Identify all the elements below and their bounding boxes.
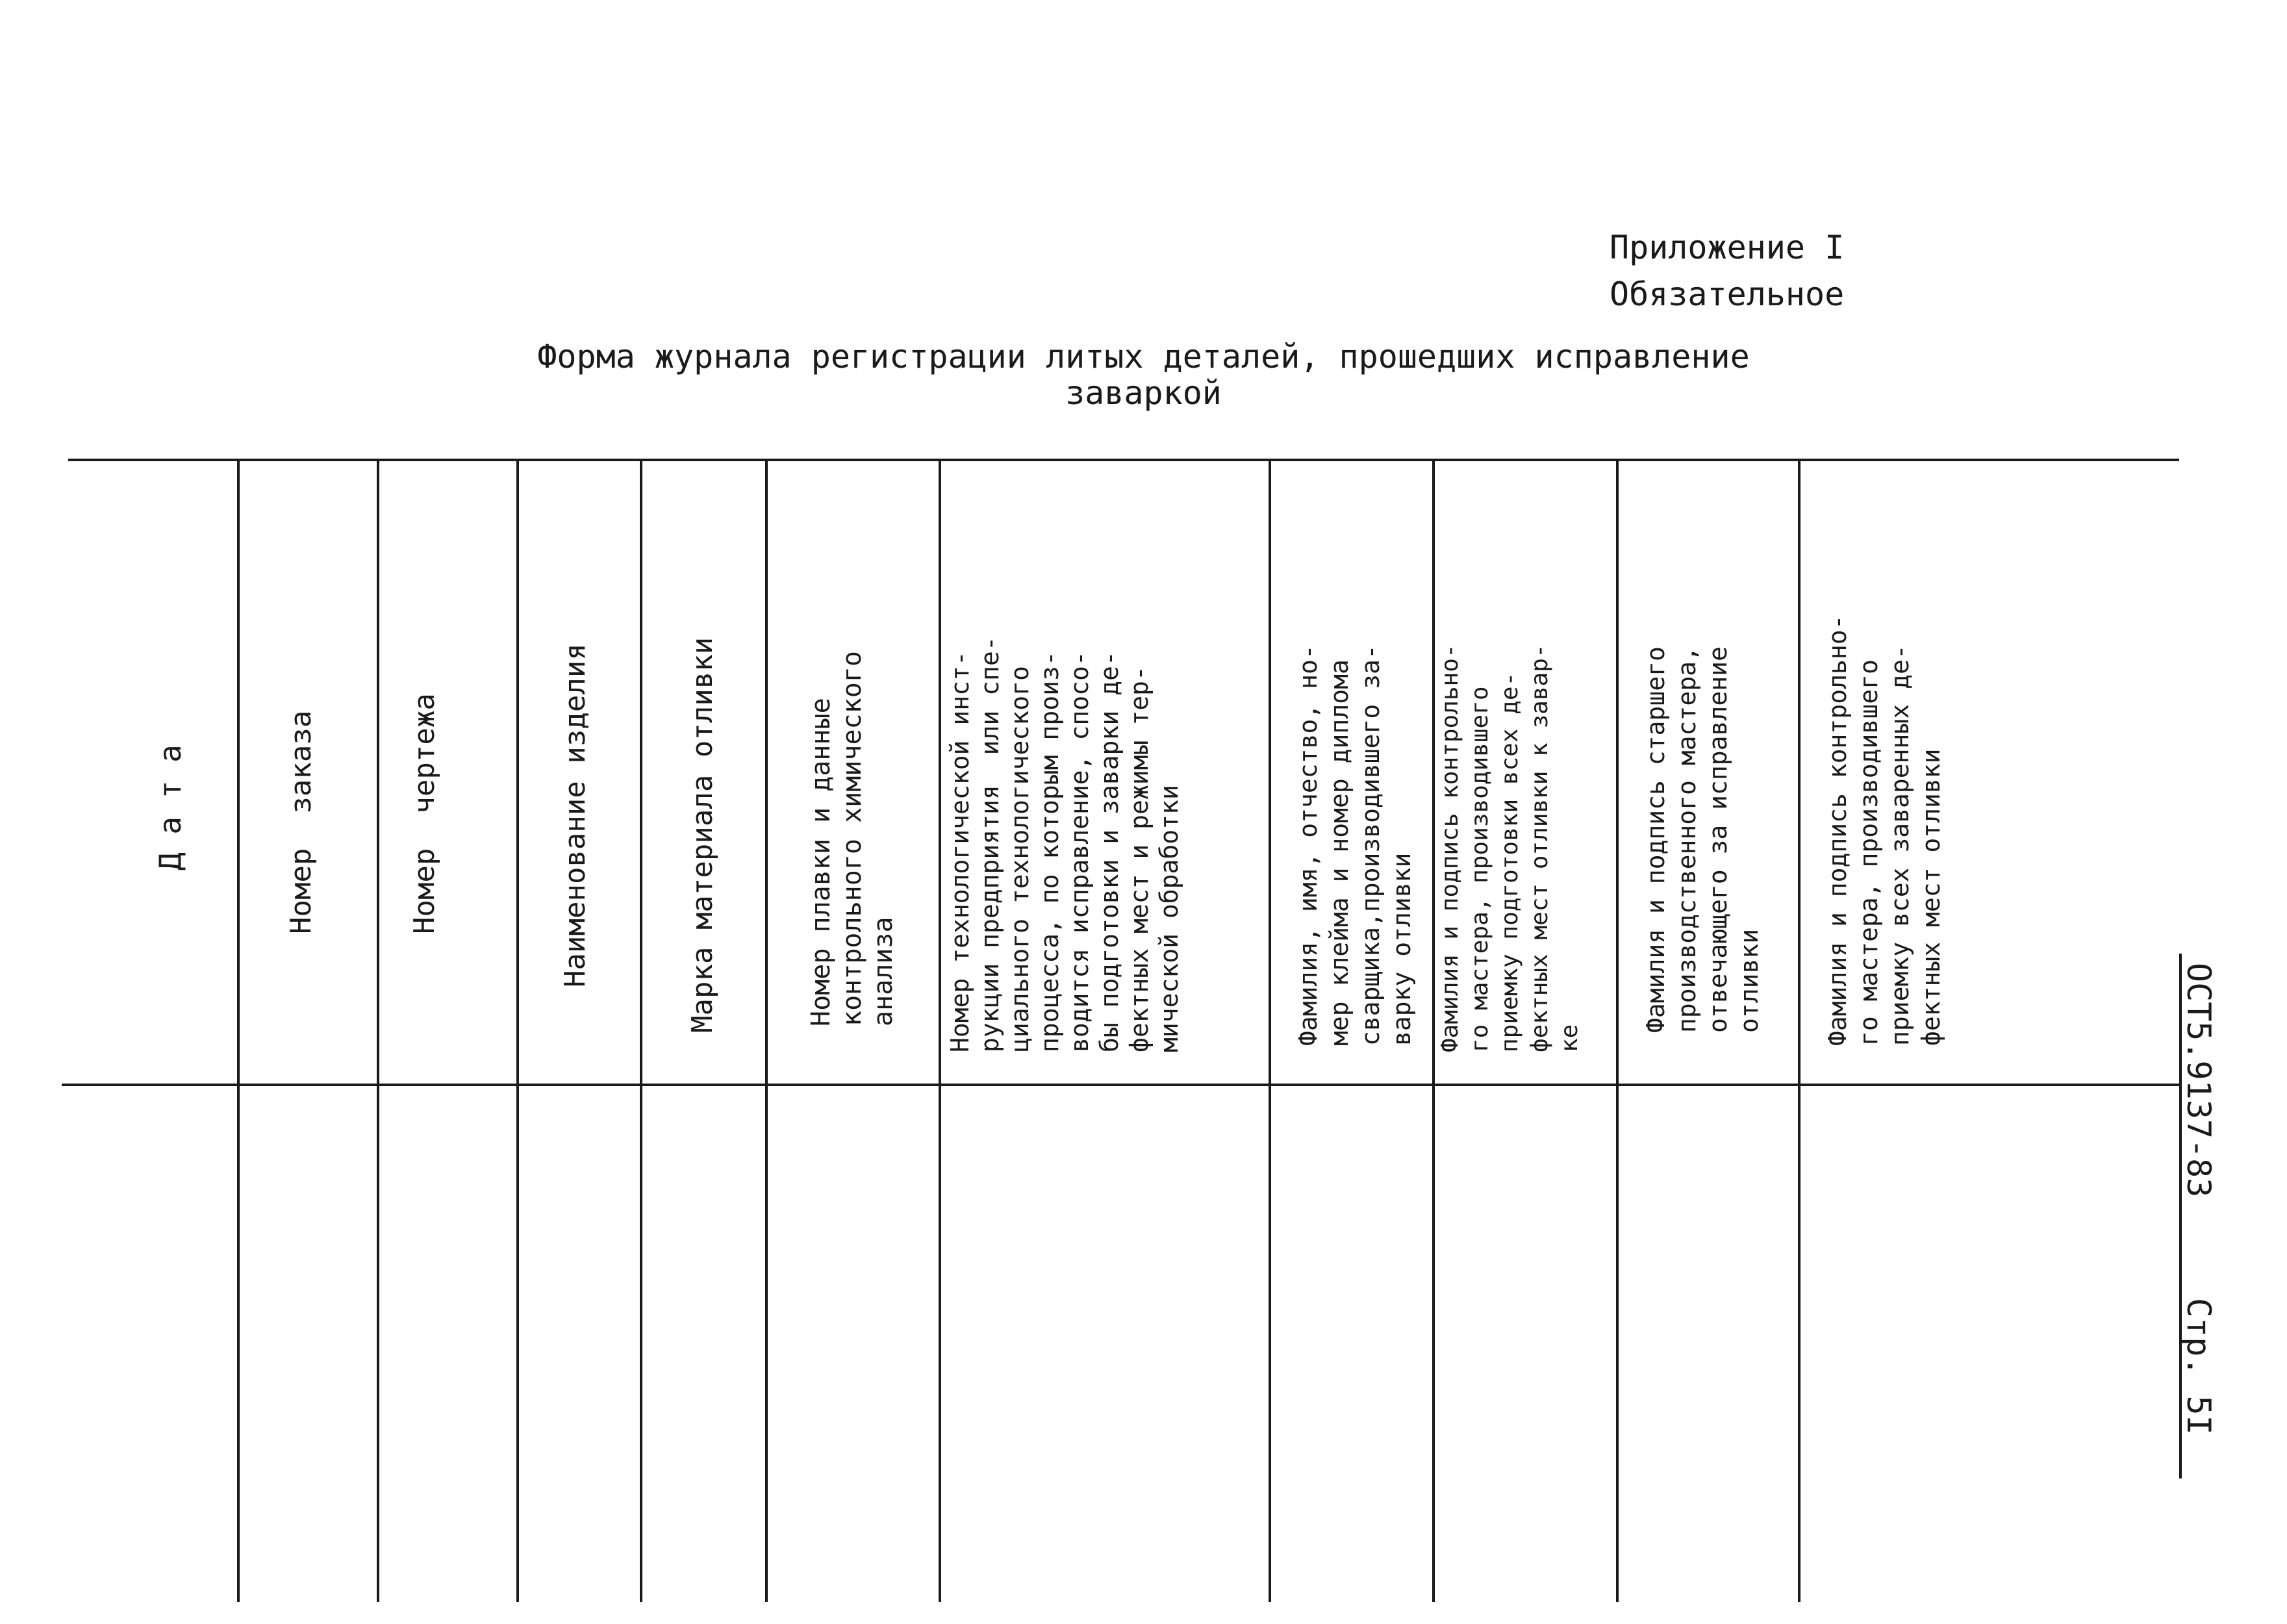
column-divider-6: [939, 459, 941, 1602]
column-header-order-number: Номер заказа: [284, 710, 318, 934]
column-header-inspector-preparation: Фамилия и подпись контрольно- го мастера, производившего приемку подготовки всех де- фектных мест отливки к завар- ке: [1437, 644, 1583, 1052]
column-divider-9: [1616, 459, 1619, 1602]
appendix-number: Приложение I: [1610, 229, 1845, 266]
column-divider-1: [237, 459, 240, 1602]
side-divider-line: [2179, 954, 2182, 1478]
column-divider-10: [1798, 459, 1801, 1602]
column-divider-3: [516, 459, 519, 1602]
form-title-line2: заваркой: [1065, 374, 1222, 412]
table-top-border: [68, 459, 2179, 461]
column-header-melt-number-analysis: Номер плавки и данные контрольного химического анализа: [806, 651, 898, 1026]
column-divider-2: [377, 459, 379, 1602]
column-header-product-name: Наименование изделия: [559, 643, 592, 987]
document-code: ОСТ5.9137-83: [2180, 963, 2218, 1198]
column-header-date: Д а т а: [153, 744, 188, 870]
column-header-welder-info: Фамилия, имя, отчество, но- мер клейма и номер диплома сварщика,производившего за- варку отливки: [1294, 644, 1416, 1046]
column-header-senior-master: Фамилия и подпись старшего производственного мастера, отвечающего за исправление отливки: [1641, 646, 1763, 1033]
column-divider-7: [1269, 459, 1271, 1602]
table-header-bottom-border: [62, 1084, 2180, 1086]
column-header-drawing-number: Номер чертежа: [408, 693, 441, 934]
column-divider-8: [1432, 459, 1435, 1602]
form-title-line1: Форма журнала регистрации литых деталей, прошедших исправление: [537, 338, 1750, 375]
page-number: Стр. 5I: [2180, 1298, 2218, 1435]
column-header-technological-instruction: Номер технологической инст- рукции предприятия или спе- циального технологического процесса, по которым произ- водится исправление, спосо- бы подготовки и заварки де- фектных мест и режимы тер- мической обработки: [946, 636, 1183, 1052]
column-divider-4: [640, 459, 642, 1602]
appendix-status: Обязательное: [1610, 275, 1845, 313]
column-header-casting-material-grade: Марка материала отливки: [686, 637, 719, 1033]
column-header-inspector-welded: Фамилия и подпись контрольно- го мастера, производившего приемку всех заваренных де- фектных мест отливки: [1823, 615, 1945, 1046]
column-divider-5: [765, 459, 768, 1602]
